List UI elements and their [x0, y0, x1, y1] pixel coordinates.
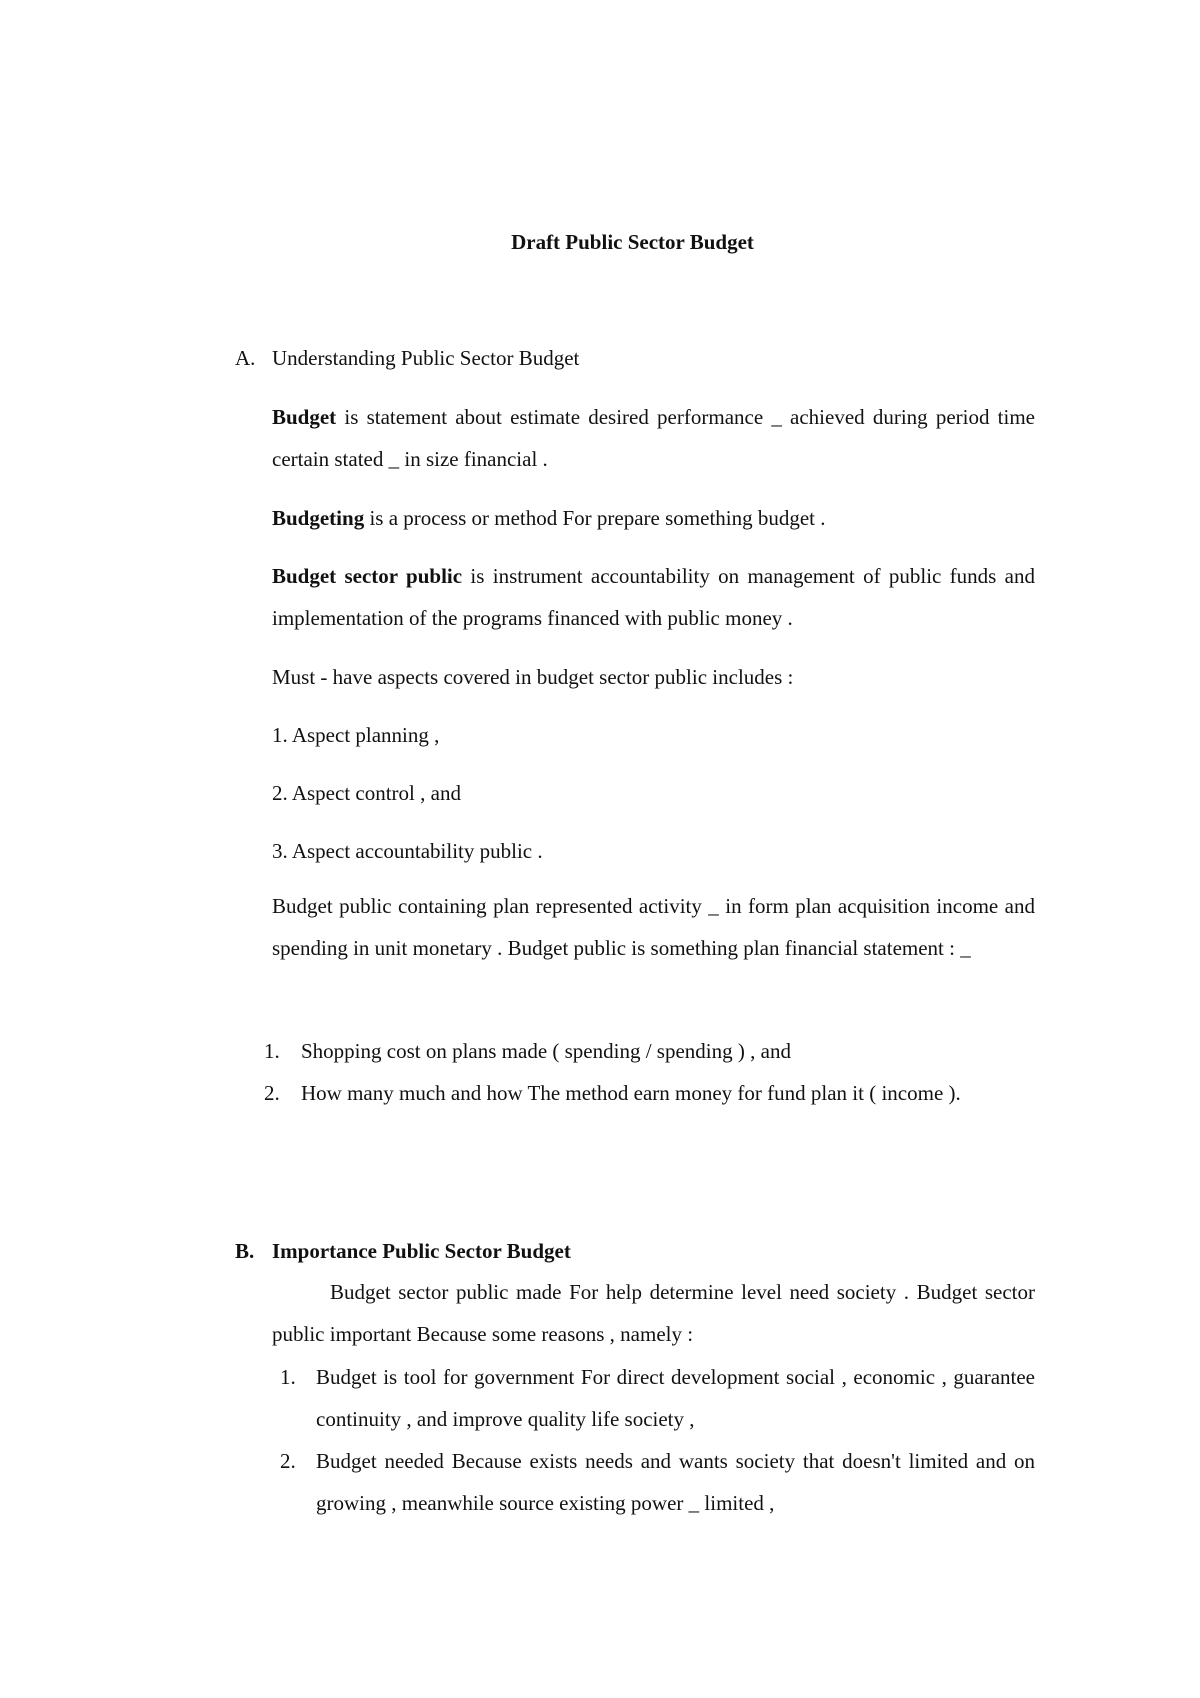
list-item-text: How many much and how The method earn money for fund plan it ( income ).	[301, 1081, 961, 1105]
list-item-number: 1.	[264, 1039, 280, 1063]
document-title: Draft Public Sector Budget	[511, 230, 754, 254]
aspect-item: 2. Aspect control , and	[272, 781, 461, 805]
budget-definition	[272, 396, 1035, 480]
section-b-marker: B.	[235, 1239, 255, 1263]
sector-definition	[272, 555, 1035, 639]
public-budget-paragraph: Budget public containing plan represented activity _ in form plan acquisition income and spending in unit monetary . Budget public is something plan financial statement : _	[272, 894, 1035, 960]
sector-def-text: is instrument accountability on management of public funds and implementation of the programs financed with public money .	[272, 564, 1035, 630]
aspect-item: 1. Aspect planning ,	[272, 723, 440, 747]
budget-term: Budget	[272, 405, 337, 429]
budgeting-definition	[272, 497, 1035, 539]
list-item-number: 1.	[280, 1365, 296, 1389]
section-b-intro: Budget sector public made For help determine level need society . Budget sector public important Because some reasons , namely :	[272, 1280, 1035, 1346]
list-item-number: 2.	[280, 1449, 296, 1473]
section-b-heading: Importance Public Sector Budget	[272, 1239, 571, 1263]
budgeting-def-text: is a process or method For prepare something budget .	[364, 506, 826, 530]
aspect-item: 3. Aspect accountability public .	[272, 839, 543, 863]
budgeting-term: Budgeting	[272, 506, 365, 530]
list-item-number: 2.	[264, 1081, 280, 1105]
sector-term: Budget sector public	[272, 564, 463, 588]
aspects-intro: Must - have aspects covered in budget sector public includes :	[272, 665, 794, 689]
list-item-text: Shopping cost on plans made ( spending / spending ) , and	[301, 1039, 791, 1063]
list-item-text: Budget needed Because exists needs and wants society that doesn't limited and on growing , meanwhile source existing power _ limited ,	[316, 1449, 1035, 1515]
budget-def-text: is statement about estimate desired performance _ achieved during period time certain stated _ in size financial .	[272, 405, 1035, 471]
section-a-marker: A.	[235, 346, 256, 370]
list-item-text: Budget is tool for government For direct development social , economic , guarantee continuity , and improve quality life society ,	[316, 1365, 1035, 1431]
section-a-heading: Understanding Public Sector Budget	[272, 346, 580, 370]
